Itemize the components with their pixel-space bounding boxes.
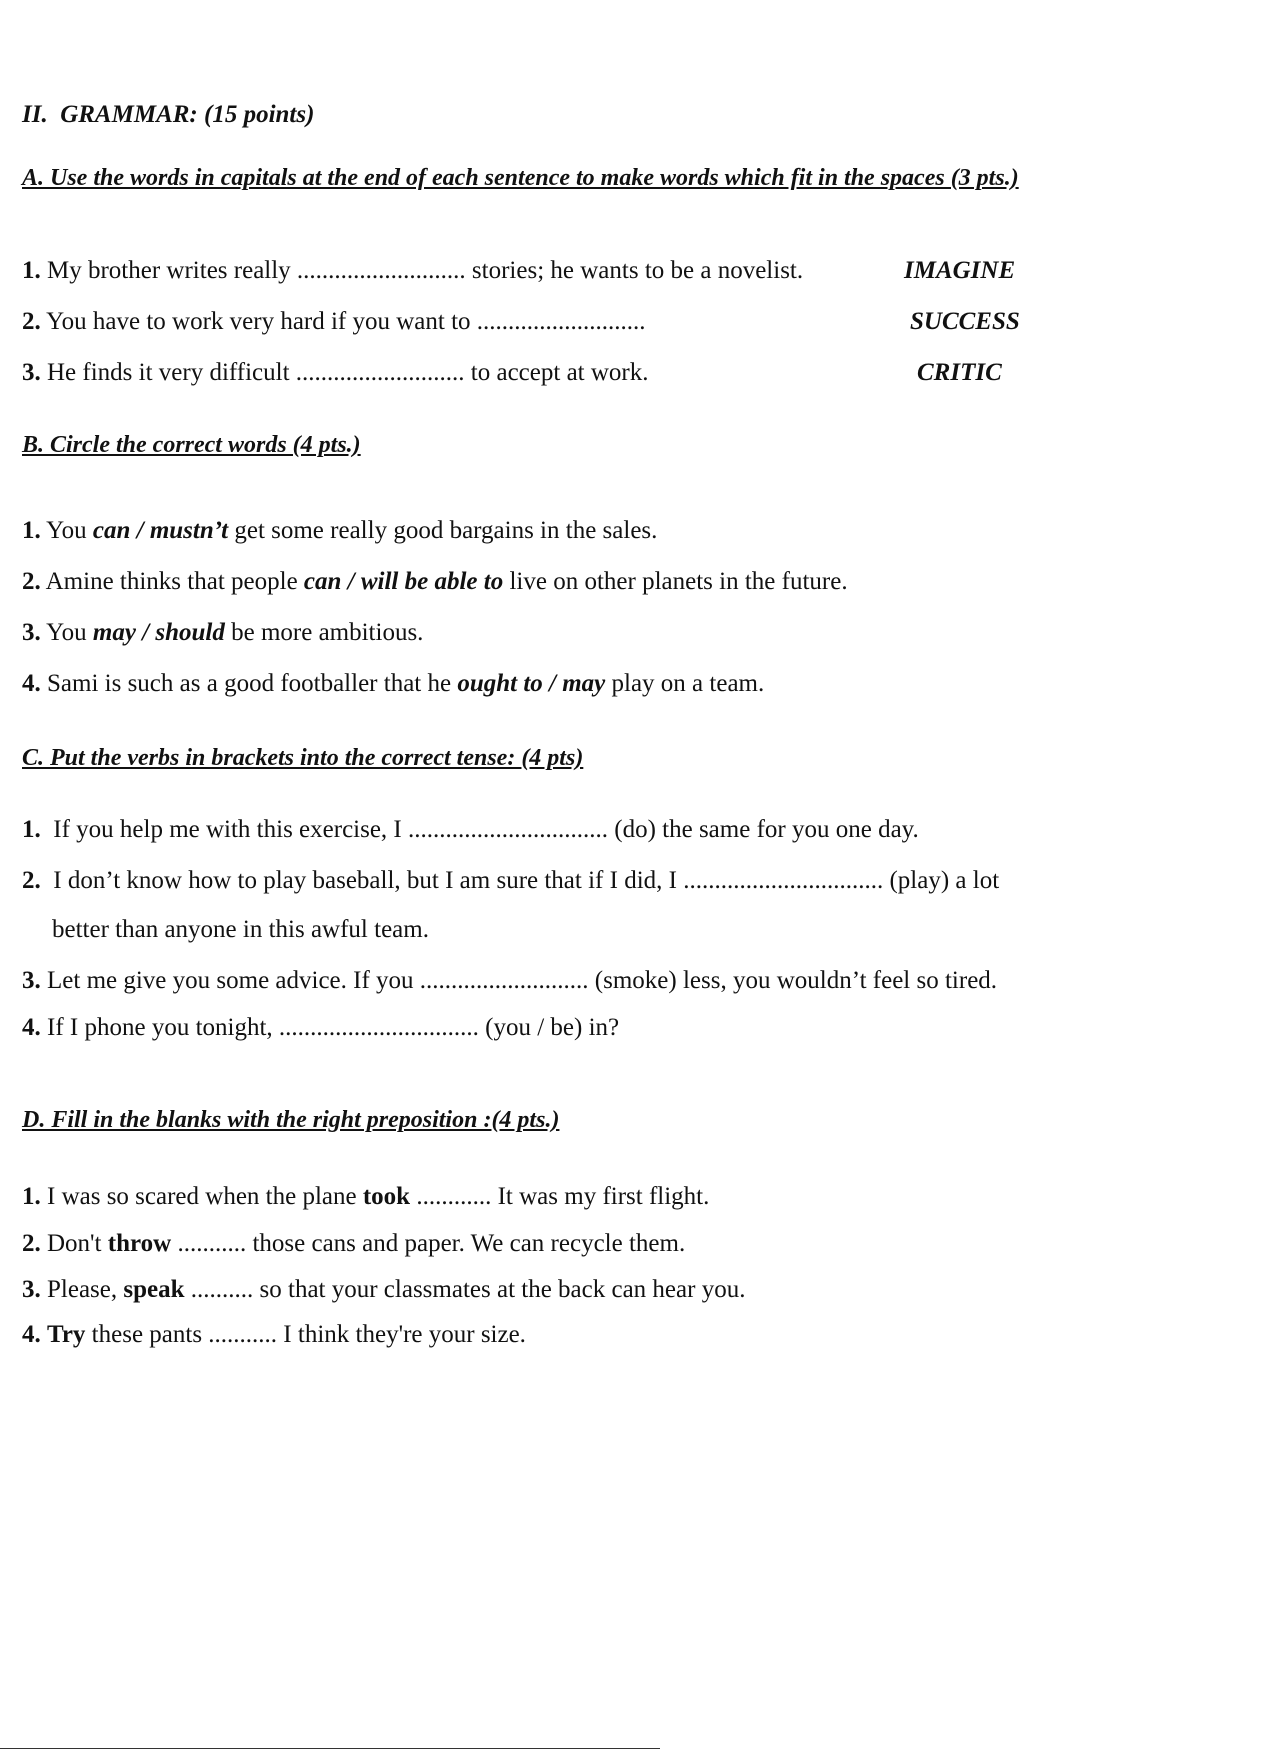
item-number: 1. <box>22 257 41 284</box>
sentence-text: You <box>40 517 93 544</box>
item-number: 2. <box>22 308 41 335</box>
item-number: 1. <box>22 517 41 544</box>
item-number: 4. <box>22 670 41 697</box>
item-number: 4. <box>22 1014 41 1041</box>
sentence-text[interactable]: ........... those cans and paper. We can recycle them. <box>171 1230 686 1257</box>
section-c-item-2-continued: better than anyone in this awful team. <box>52 916 429 943</box>
phrasal-verb: took <box>362 1183 411 1210</box>
section-a-heading: A. Use the words in capitals at the end of each sentence to make words which fit in the spaces (3 pts.) <box>22 165 1019 191</box>
phrasal-verb: Try <box>47 1321 86 1348</box>
sentence-text: play on a team. <box>605 670 765 697</box>
section-a-item-1 <box>22 256 803 286</box>
section-c-item-1 <box>22 815 919 845</box>
phrasal-verb: throw <box>107 1230 172 1257</box>
section-d-item-3 <box>22 1275 745 1305</box>
section-d-heading: D. Fill in the blanks with the right preposition :(4 pts.) <box>22 1107 560 1133</box>
word-choice[interactable]: can / will be able to <box>303 568 504 595</box>
item-number: 2. <box>22 568 41 595</box>
section-c-item-3 <box>22 966 997 996</box>
sentence-text: Please, <box>40 1276 124 1303</box>
section-c-heading: C. Put the verbs in brackets into the correct tense: (4 pts) <box>22 745 584 771</box>
sentence-text[interactable]: .......... so that your classmates at the back can hear you. <box>184 1276 746 1303</box>
sentence-text: Amine thinks that people <box>40 568 304 595</box>
section-b-item-4 <box>22 669 764 699</box>
section-c-item-2 <box>22 866 999 896</box>
phrasal-verb: speak <box>123 1276 185 1303</box>
item-number: 3. <box>22 619 41 646</box>
item-number: 3. <box>22 1276 41 1303</box>
capital-word-imagine: IMAGINE <box>904 257 1016 284</box>
section-c-item-4 <box>22 1013 619 1043</box>
sentence-text[interactable]: ............ It was my first flight. <box>410 1183 710 1210</box>
sentence-text: Sami is such as a good footballer that he <box>40 670 458 697</box>
sentence-text[interactable]: Let me give you some advice. If you ........................... (smoke) less, you wouldn’t feel so tired. <box>40 967 998 994</box>
sentence-text[interactable]: My brother writes really ........................... stories; he wants to be a novelist. <box>40 257 804 284</box>
section-d-item-2 <box>22 1229 685 1259</box>
section-d-item-1 <box>22 1182 709 1212</box>
section-b-item-3 <box>22 618 423 648</box>
page-title: II. GRAMMAR: (15 points) <box>22 101 315 128</box>
sentence-text[interactable]: If I phone you tonight, ................................ (you / be) in? <box>40 1014 620 1041</box>
item-number: 2. <box>22 1230 41 1257</box>
sentence-text: You <box>40 619 93 646</box>
capital-word-critic: CRITIC <box>917 359 1002 386</box>
section-a-item-2 <box>22 307 646 337</box>
sentence-text: I was so scared when the plane <box>40 1183 363 1210</box>
item-number: 1. <box>22 1183 41 1210</box>
word-choice[interactable]: can / mustn’t <box>92 517 229 544</box>
section-b-item-2 <box>22 567 848 597</box>
section-a-item-3 <box>22 358 649 388</box>
sentence-text: be more ambitious. <box>224 619 424 646</box>
sentence-text: Don't <box>40 1230 108 1257</box>
section-b-heading: B. Circle the correct words (4 pts.) <box>22 432 361 458</box>
item-number: 4. <box>22 1321 41 1348</box>
sentence-text[interactable]: I don’t know how to play baseball, but I am sure that if I did, I ................................ (play) a lot <box>40 867 1000 894</box>
capital-word-success: SUCCESS <box>910 308 1020 335</box>
item-number: 3. <box>22 967 41 994</box>
item-number: 1. <box>22 816 41 843</box>
section-d-item-4 <box>22 1320 526 1350</box>
sentence-text[interactable]: these pants ........... I think they're your size. <box>85 1321 526 1348</box>
footer-divider <box>0 1748 660 1749</box>
sentence-text[interactable]: If you help me with this exercise, I ................................ (do) the same for you one day. <box>40 816 919 843</box>
item-number: 3. <box>22 359 41 386</box>
item-number: 2. <box>22 867 41 894</box>
word-choice[interactable]: may / should <box>92 619 225 646</box>
sentence-text[interactable]: You have to work very hard if you want to ........................... <box>40 308 646 335</box>
sentence-text[interactable]: He finds it very difficult ........................... to accept at work. <box>40 359 649 386</box>
sentence-text: get some really good bargains in the sales. <box>228 517 658 544</box>
word-choice[interactable]: ought to / may <box>457 670 606 697</box>
sentence-text: live on other planets in the future. <box>503 568 848 595</box>
section-b-item-1 <box>22 516 657 546</box>
